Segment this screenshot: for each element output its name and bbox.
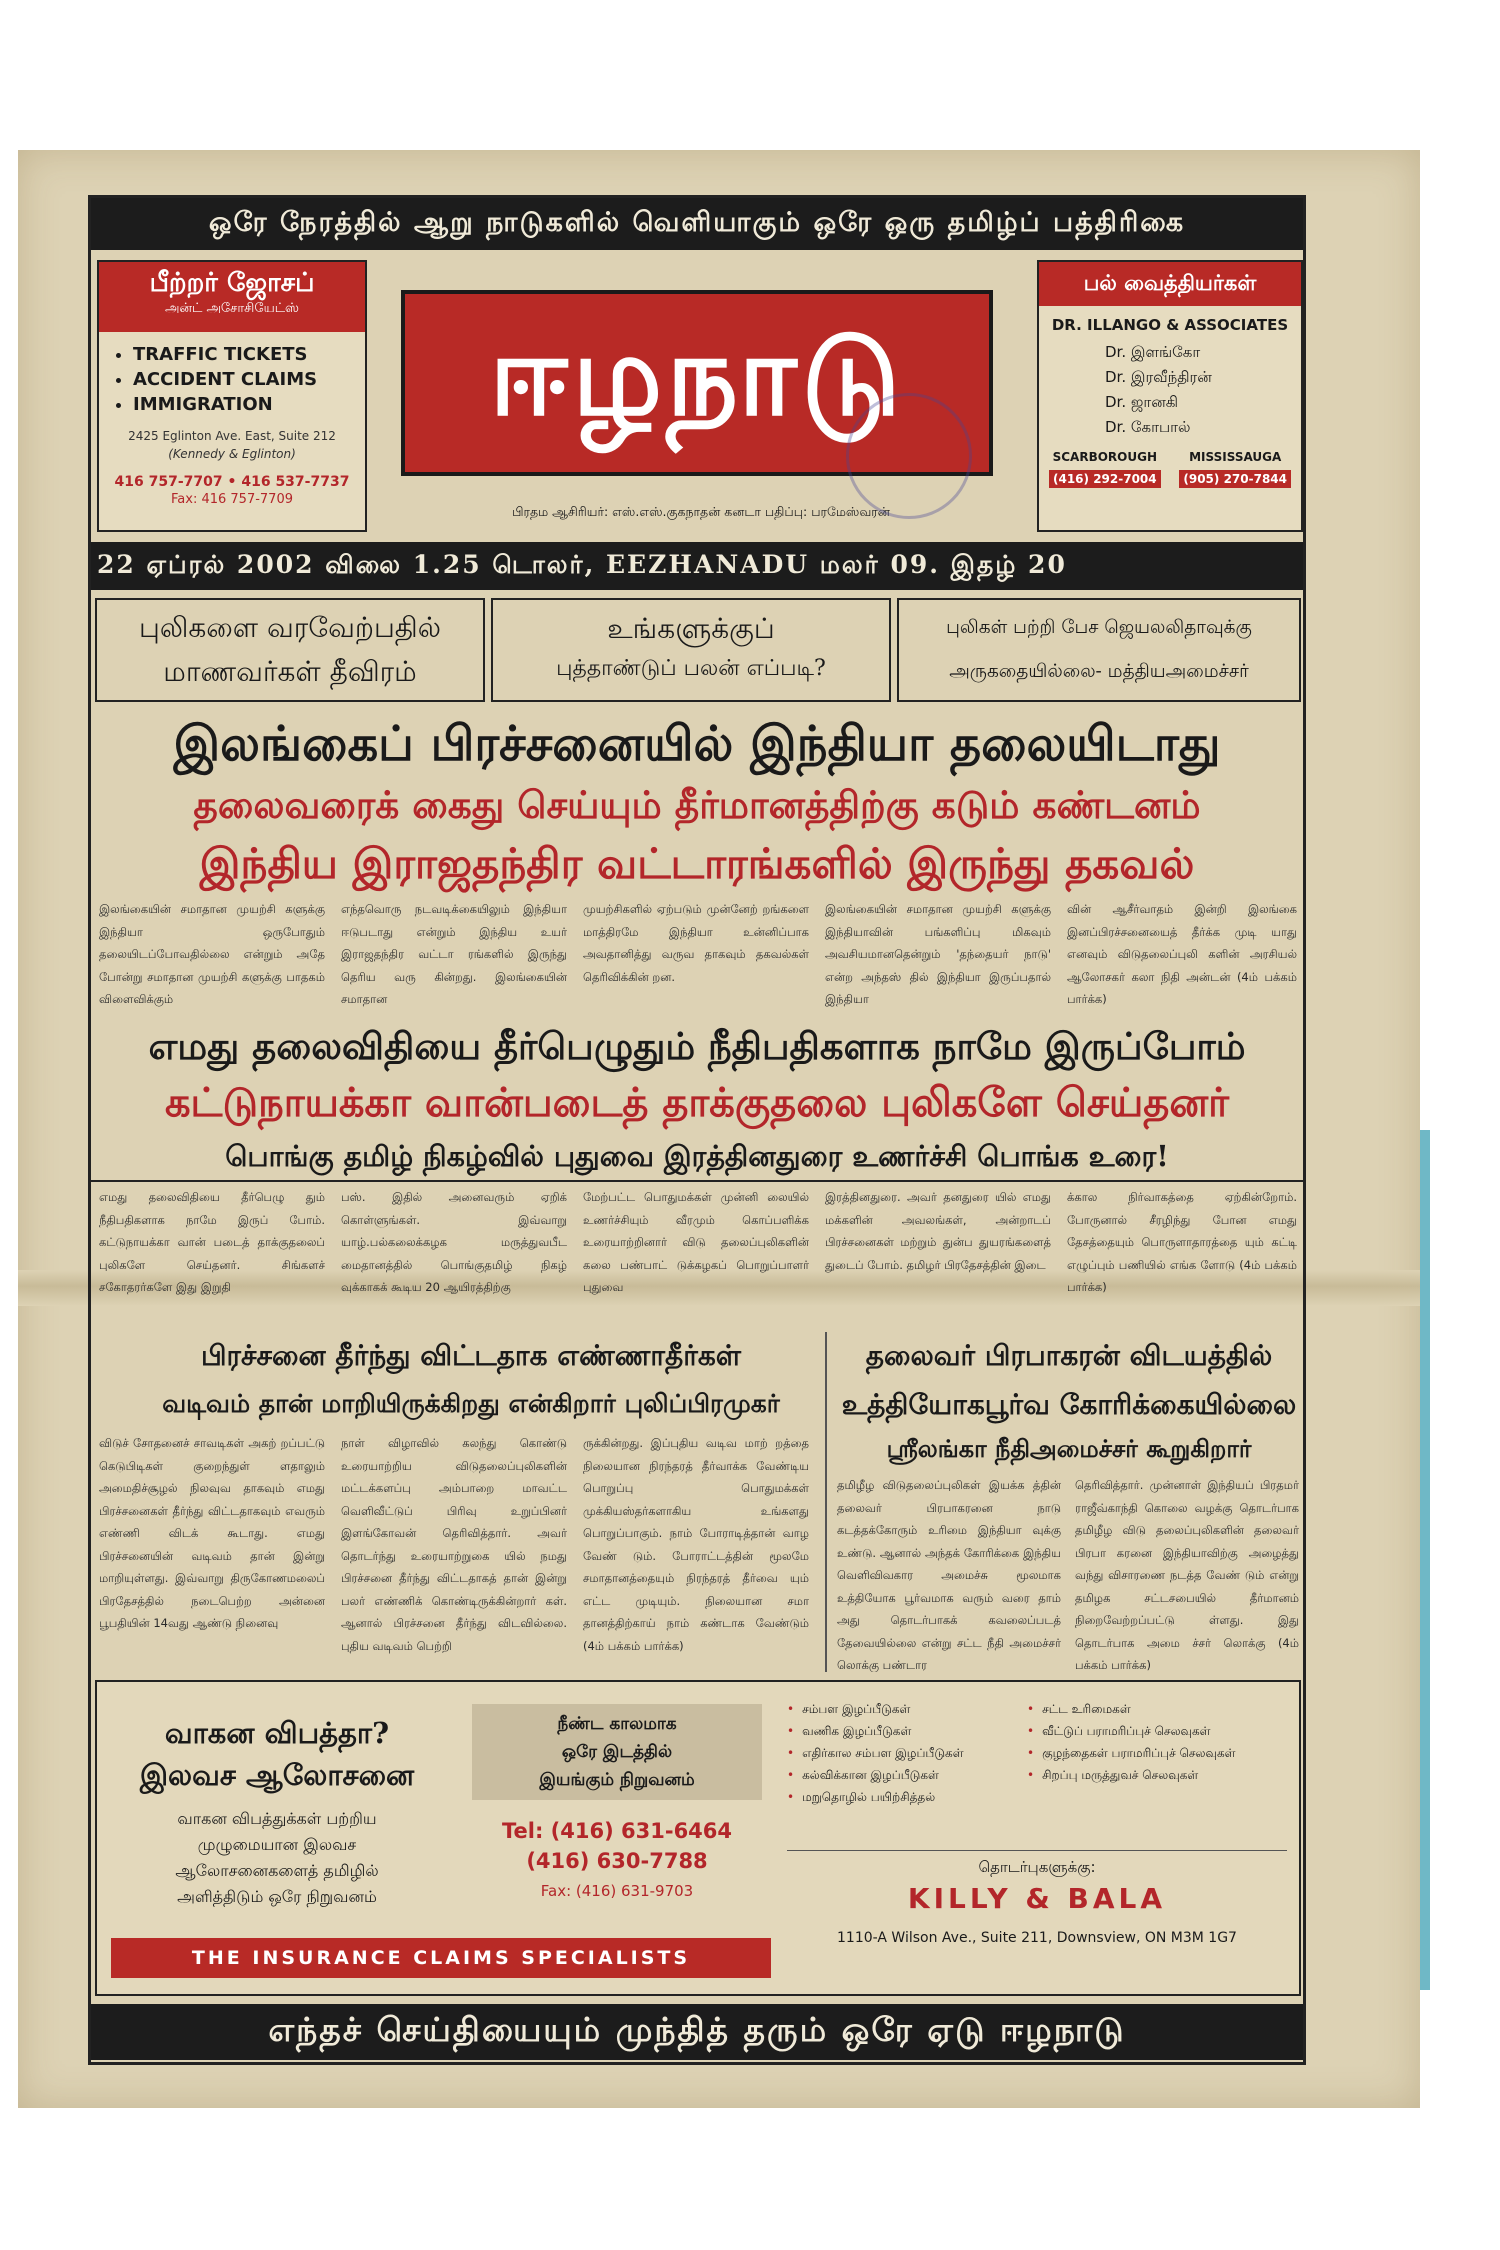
lawyer-subtitle: அன்ட் அசோசியேட்ஸ் [164, 301, 300, 316]
masthead-logo: ஈழநாடு [401, 290, 993, 476]
teaser-line: புலிகளை வரவேற்பதில் [139, 611, 441, 644]
article-column: தமிழீழ விடுதலைப்புலிகள் இயக்க த்தின் தலைவர் பிரபாகரனை நாடு கடத்தக்கோரும் உரிமை இந்தியா வுக்கு உண்டு. ஆனால் அந்தக் கோரிக்கை இந்திய வெளிவிவகார அமைச்சு மூலமாக உத்தியோக பூர்வமாக வரும் வரை தாம் அது தொடர்பாகக் கவலைப்படத் தேவையில்லை என்று சட்ட நீதி அமைச்சர் லொக்கு பண்டார [837, 1478, 1061, 1672]
main-subheadline-2: இந்திய இராஜதந்திர வட்டாரங்களில் இருந்து தகவல் [199, 839, 1195, 888]
story-subheadline: வடிவம் தான் மாறியிருக்கிறது என்கிறார் புலிப்பிரமுகர் [162, 1389, 780, 1418]
masthead-credits: பிரதம ஆசிரியர்: எஸ்.எஸ்.குகநாதன் கனடா பதிப்பு: பரமேஸ்வரன் [512, 504, 890, 519]
teaser-jayalalitha[interactable] [897, 598, 1301, 702]
ad-firm-name: KILLY & BALA [907, 1882, 1167, 1915]
ad-phone-2: (416) 630-7788 [526, 1849, 708, 1873]
lawyer-services [99, 342, 365, 417]
column-divider [825, 1332, 827, 1672]
teaser-students[interactable] [95, 598, 485, 702]
ad-divider [787, 1850, 1287, 1851]
claim-item: • சிறப்பு மருத்துவச் செலவுகள் [1027, 1764, 1287, 1786]
claim-item: • மறுதொழில் பயிற்சித்தல் [787, 1786, 1017, 1808]
ad-offer: இலவச ஆலோசனை [139, 1758, 415, 1792]
teaser-new-year[interactable] [491, 598, 891, 702]
location-scarborough: SCARBOROUGH [1052, 450, 1158, 464]
claim-item: • குழந்தைகள் பராமரிப்புச் செலவுகள் [1027, 1742, 1287, 1764]
doctor-name: Dr. கோபால் [1105, 418, 1191, 436]
ad-desc-line: முழுமையான இலவச [197, 1835, 357, 1854]
claim-item: • கல்விக்கான இழப்பீடுகள் [787, 1764, 1017, 1786]
lawyer-fax: Fax: 416 757-7709 [171, 492, 293, 507]
main-subheadline: தலைவரைக் கைது செய்யும் தீர்மானத்திற்கு கடும் கண்டனம் [193, 783, 1201, 827]
page-edge-strip [1420, 1130, 1430, 1990]
front-page-frame [88, 195, 1306, 2065]
contact-label: தொடர்புகளுக்கு: [978, 1858, 1096, 1876]
dentist-firm: DR. ILLANGO & ASSOCIATES [1051, 316, 1289, 334]
lawyer-ad-header [99, 262, 365, 332]
article-column: தெரிவித்தார். முன்னாள் இந்தியப் பிரதமர் ராஜீவ்காந்தி கொலை வழக்கு தொடர்பாக தமிழீழ விடு தலைப்புலிகளின் தலைவர் பிரபா கரனை இந்தியாவிற்கு அழைத்து வந்து விசாரணை நடத்த வேண் டும் என்று தமிழக சட்டசபையில் தீர்மானம் நிறைவேற்றப்பட்டு ள்ளது. இது தொடர்பாக அமை ச்சர் லொக்கு (4ம் பக்கம் பார்க்க) [1075, 1478, 1299, 1672]
service-item: • IMMIGRATION [133, 392, 365, 417]
dentist-ad-header: பல் வைத்தியர்கள் [1039, 262, 1301, 306]
ad-long-line: ஒரே இடத்தில் [561, 1742, 673, 1762]
top-banner: ஒரே நேரத்தில் ஆறு நாடுகளில் வெளியாகும் ஒரே ஒரு தமிழ்ப் பத்திரிகை [91, 198, 1303, 250]
lawyer-address: 2425 Eglinton Ave. East, Suite 212 [128, 429, 336, 443]
second-subheadline-2: பொங்கு தமிழ் நிகழ்வில் புதுவை இரத்தினதுரை உணர்ச்சி பொங்க உரை! [91, 1132, 1303, 1182]
claim-item: • சட்ட உரிமைகள் [1027, 1698, 1287, 1720]
ad-long-line: இயங்கும் நிறுவனம் [539, 1770, 695, 1790]
service-item: • ACCIDENT CLAIMS [133, 367, 365, 392]
service-item: • TRAFFIC TICKETS [133, 342, 365, 367]
location-mississauga: MISSISSAUGA [1189, 450, 1282, 464]
claim-item: • சம்பள இழப்பீடுகள் [787, 1698, 1017, 1720]
claim-item: • வணிக இழப்பீடுகள் [787, 1720, 1017, 1742]
story-subheadline-2: ஸ்ரீலங்கா நீதிஅமைச்சர் கூறுகிறார் [886, 1434, 1252, 1463]
doctor-name: Dr. இரவீந்திரன் [1105, 368, 1212, 386]
article-column: எமது தலைவிதியை தீர்பெழு தும் நீதிபதிகளாக நாமே இருப் போம். கட்டுநாயக்கா வான் படைத் தாக்குதலைப் புலிகளே செய்தனர். சிங்களச் சகோதரர்களே இது இறுதி [99, 1190, 325, 1294]
claims-list-b [1027, 1698, 1287, 1786]
article-column: இலங்கையின் சமாதான முயற்சி களுக்கு இந்தியாவின் பங்களிப்பு மிகவும் அவசியமானதென்றும் 'தந்தையர் நாடு' என்ற அந்தஸ் தில் இந்தியா இருப்பதால் இந்தியா [825, 902, 1051, 1006]
ad-question: வாகன விபத்தா? [164, 1716, 390, 1750]
story-subheadline: உத்தியோகபூர்வ கோரிக்கையில்லை [841, 1388, 1297, 1421]
ad-address: 1110-A Wilson Ave., Suite 211, Downsview, ON M3M 1G7 [837, 1930, 1237, 1946]
ad-tagline: THE INSURANCE CLAIMS SPECIALISTS [111, 1938, 771, 1978]
article-column: க்கால நிர்வாகத்தை ஏற்கின்றோம். போருனால் சீரழிந்து போன எமது தேசத்தையும் பொருளாதாரத்தை யும் கட்டி எழுப்பும் பணியில் எங்க ளோடு (4ம் பக்கம் பார்க்க) [1067, 1190, 1297, 1294]
article-column: வின் ஆசீர்வாதம் இன்றி இலங்கை இனப்பிரச்சனையைத் தீர்க்க முடி யாது எனவும் விடுதலைப்புலி களின் அரசியல் ஆலோசகர் கலா நிதி அன்டன் (4ம் பக்கம் பார்க்க) [1067, 902, 1297, 1006]
main-headline: இலங்கைப் பிரச்சனையில் இந்தியா தலையிடாது [173, 716, 1221, 772]
ad-desc-line: ஆலோசனைகளைத் தமிழில் [175, 1861, 379, 1880]
story-headline: தலைவர் பிரபாகரன் விடயத்தில் [865, 1339, 1273, 1372]
lawyer-name: பீற்றர் ஜோசப் [149, 268, 315, 298]
second-subheadline: கட்டுநாயக்கா வான்படைத் தாக்குதலை புலிகளே செய்தனர் [164, 1079, 1230, 1126]
phone-scarborough: (416) 292-7004 [1049, 470, 1161, 488]
story-headline: பிரச்சனை தீர்ந்து விட்டதாக எண்ணாதீர்கள் [201, 1339, 741, 1372]
teaser-line: உங்களுக்குப் [607, 612, 775, 645]
article-column: விடுச் சோதனைச் சாவடிகள் அகற் றப்பட்டு கெடுபிடிகள் குறைந்துள் ளதாலும் அமைதிச்சூழல் நிலவுவ தாகவும் எமது பிரச்சனைகள் தீர்ந்து விட்டதாகவும் எவரும் எண்ணி விடக் கூடாது. எமது பிரச்சனையின் வடிவம் தான் இன்று மாறியுள்ளது. இவ்வாறு திருகோணமலைப் பிரதேசத்தில் நடைபெற்ற அன்னை பூபதியின் 14வது ஆண்டு நினைவு [99, 1436, 325, 1630]
lawyer-ad [97, 260, 367, 532]
article-column: மேற்பட்ட பொதுமக்கள் முன்னி லையில் உணர்ச்சியும் வீரமும் கொப்பளிக்க உரையாற்றினார் விடு தலைப்புலிகளின் கலை பண்பாட் டுக்கழகப் பொறுப்பாளர் புதுவை [583, 1190, 809, 1294]
newspaper-page [18, 150, 1420, 2108]
article-column: ருக்கின்றது. இப்புதிய வடிவ மாற் றத்தை நிலையான நிரந்தரத் தீர்வாக்க வேண்டிய பொறுப்பு பொதுமக்கள் முக்கியஸ்தர்களாகிய உங்களது பொறுப்பாகும். நாம் போராடித்தான் வாழ வேண் டும். போராட்டத்தின் மூலமே சமாதானத்தையும் நிரந்தரத் தீர்வை யும் எட்ட முடியும். நிலையான சமா தானத்திற்காய் நாம் கண்டாக வேண்டும் (4ம் பக்கம் பார்க்க) [583, 1436, 809, 1653]
dentist-ad [1037, 260, 1303, 532]
ad-fax: Fax: (416) 631-9703 [540, 1882, 694, 1900]
lawyer-phones: 416 757-7707 • 416 537-7737 [114, 474, 350, 490]
lawyer-address-2: (Kennedy & Eglinton) [168, 447, 296, 461]
article-column: பஸ். இதில் அனைவரும் ஏறிக் கொள்ளுங்கள். இவ்வாறு யாழ்.பல்கலைக்கழக மருத்துவபீட மைதானத்தில் பொங்குதமிழ் நிகழ் வுக்காகக் கூடிய 20 ஆயிரத்திற்கு [341, 1190, 567, 1294]
ad-desc-line: அளித்திடும் ஒரே நிறுவனம் [177, 1887, 377, 1906]
claim-item: • எதிர்கால சம்பள இழப்பீடுகள் [787, 1742, 1017, 1764]
phone-mississauga: (905) 270-7844 [1179, 470, 1291, 488]
bottom-banner: எந்தச் செய்தியையும் முந்தித் தரும் ஒரே ஏடு ஈழநாடு [91, 2004, 1303, 2060]
article-column: இலங்கையின் சமாதான முயற்சி களுக்கு இந்தியா ஒருபோதும் தலையிடப்போவதில்லை என்றும் அதே போன்று சமாதான முயற்சி களுக்கு பாதகம் விளைவிக்கும் [99, 902, 325, 1006]
teaser-line: புத்தாண்டுப் பலன் எப்படி? [556, 656, 826, 681]
claim-item: • வீட்டுப் பராமரிப்புச் செலவுகள் [1027, 1720, 1287, 1742]
article-column: எந்தவொரு நடவடிக்கையிலும் இந்தியா ஈடுபடாது என்றும் இந்திய உயர் இராஜதந்திர வட்டா ரங்களில் இருந்து தெரிய வரு கின்றது. இலங்கையின் சமாதான [341, 902, 567, 1006]
postmark-stamp [846, 393, 972, 519]
claims-list-a [787, 1698, 1017, 1808]
article-column: முயற்சிகளில் ஏற்படும் முன்னேற் றங்களை மாத்திரமே இந்தியா உன்னிப்பாக அவதானித்து வருவ தாகவும் தகவல்கள் தெரிவிக்கின் றன. [583, 902, 809, 984]
second-headline: எமது தலைவிதியை தீர்பெழுதும் நீதிபதிகளாக நாமே இருப்போம் [148, 1024, 1246, 1068]
doctor-name: Dr. இளங்கோ [1105, 343, 1201, 361]
article-column: நாள் விழாவில் கலந்து கொண்டு உரையாற்றிய விடுதலைப்புலிகளின் மட்டக்களப்பு அம்பாறை மாவட்ட வெளிவீட்டுப் பிரிவு உறுப்பினர் இளங்கோவன் தெரிவித்தார். அவர் தொடர்ந்து உரையாற்றுகை யில் நமது பிரச்சனை தீர்ந்து விட்டதாகத் தான் இன்று பலர் எண்ணிக் கொண்டிருக்கின்றார் கள். ஆனால் பிரச்சனை தீர்ந்து விடவில்லை. புதிய வடிவம் பெற்றி [341, 1436, 567, 1653]
dateline: 22 ஏப்ரல் 2002 விலை 1.25 டொலர், EEZHANADU மலர் 09. இதழ் 20 [91, 542, 1303, 590]
teaser-line: மாணவர்கள் தீவிரம் [163, 655, 417, 688]
teaser-line: புலிகள் பற்றி பேச ஜெயலலிதாவுக்கு [946, 617, 1252, 638]
ad-long-line: நீண்ட காலமாக [557, 1714, 677, 1734]
ad-desc-line: வாகன விபத்துக்கள் பற்றிய [177, 1809, 377, 1828]
ad-phone-1: Tel: (416) 631-6464 [501, 1819, 733, 1843]
insurance-ad [95, 1680, 1301, 1996]
doctor-name: Dr. ஜானகி [1105, 393, 1179, 411]
article-column: இரத்தினதுரை. அவர் தனதுரை யில் எமது மக்களின் அவலங்கள், அன்றாடப் பிரச்சனைகள் மற்றும் துன்ப துயரங்களைத் துடைப் போம். தமிழர் பிரதேசத்தின் இடை [825, 1190, 1051, 1272]
teaser-line: அருகதையில்லை- மத்தியஅமைச்சர் [949, 661, 1249, 682]
